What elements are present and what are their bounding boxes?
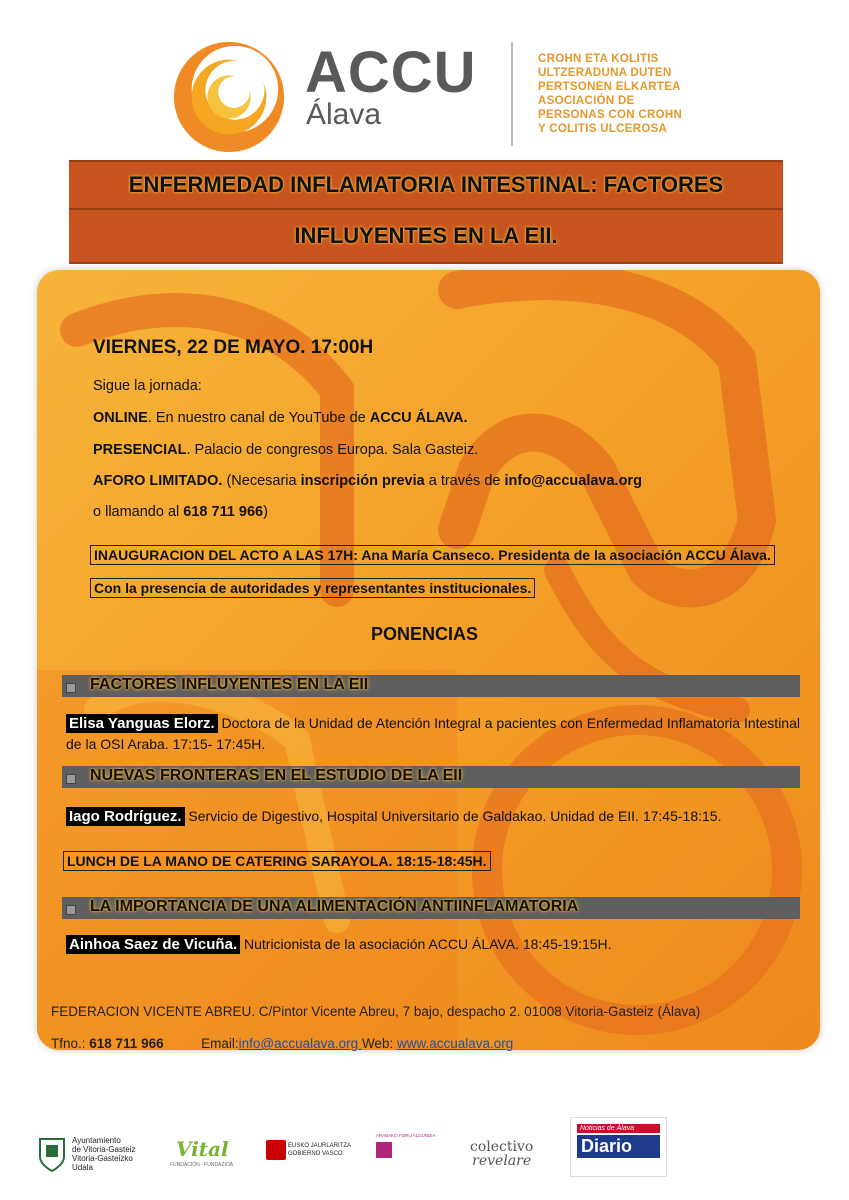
- speaker-name: Iago Rodríguez.: [66, 807, 185, 826]
- title-banner-2: [69, 208, 783, 264]
- vitoria-coat-of-arms-icon: [37, 1133, 67, 1173]
- bullet-square-icon: [66, 774, 76, 784]
- title-banner-1: [69, 160, 783, 210]
- page-title-line-1: ENFERMEDAD INFLAMATORIA INTESTINAL: FACTORES: [128, 172, 724, 197]
- ponencias-heading: PONENCIAS: [370, 624, 478, 644]
- diario-noticias-logo: Noticias de Álava Diario: [570, 1117, 667, 1177]
- gobierno-vasco-text: EUSKO JAURLARITZA GOBIERNO VASCO: [288, 1143, 352, 1157]
- aforo-line: AFORO LIMITADO. (Necesaria inscripción previa a través de info@accualava.org: [93, 473, 642, 489]
- footer-web-link[interactable]: www.accualava.org: [396, 1036, 514, 1051]
- ayuntamiento-logo-text: Ayuntamiento de Vitoria-Gasteiz Vitoria-Gasteizko Udala: [72, 1136, 136, 1172]
- inauguration-note: INAUGURACION DEL ACTO A LAS 17H: Ana María Canseco. Presidenta de la asociación ACCU Álava.: [90, 545, 775, 565]
- logo-title: ACCU: [305, 40, 477, 105]
- online-line: ONLINE. En nuestro canal de YouTube de ACCU ÁLAVA.: [93, 410, 468, 426]
- org-name: CROHN ETA KOLITIS ULTZERADUNA DUTEN PERTSONEN ELKARTEA ASOCIACIÓN DE PERSONAS CON CROHN Y COLITIS ULCEROSA: [538, 53, 683, 135]
- bullet-square-icon: [66, 683, 76, 693]
- gobierno-vasco-icon: [266, 1140, 286, 1160]
- page-title-line-2: INFLUYENTES EN LA EII.: [294, 223, 558, 248]
- follow-text: Sigue la jornada:: [93, 378, 202, 394]
- event-date: VIERNES, 22 DE MAYO. 17:00H: [93, 337, 374, 358]
- speaker-3: Ainhoa Saez de Vicuña. Nutricionista de la asociación ACCU ÁLAVA. 18:45-19:15H.: [66, 934, 800, 955]
- accu-logo-icon: [170, 38, 288, 156]
- contact-email[interactable]: info@accualava.org: [504, 473, 642, 489]
- footer-address: FEDERACION VICENTE ABREU. C/Pintor Vicente Abreu, 7 bajo, despacho 2. 01008 Vitoria-Gasteiz (Álava): [51, 1004, 701, 1019]
- colectivo-revelare-logo: colectivo revelare: [470, 1139, 534, 1169]
- phone-line: o llamando al 618 711 966): [93, 504, 268, 520]
- speaker-name: Ainhoa Saez de Vicuña.: [66, 935, 240, 954]
- logo-subtitle: Álava: [306, 98, 382, 131]
- authorities-note: Con la presencia de autoridades y representantes institucionales.: [90, 578, 535, 598]
- speaker-2: Iago Rodríguez. Servicio de Digestivo, Hospital Universitario de Galdakao. Unidad de EII. 17:45-18:15.: [66, 806, 800, 827]
- footer-email-link[interactable]: info@accualava.org: [238, 1036, 362, 1051]
- speaker-name: Elisa Yanguas Elorz.: [66, 714, 218, 733]
- section-header-3: LA IMPORTANCIA DE UNA ALIMENTACIÓN ANTIINFLAMATORIA: [62, 897, 800, 919]
- presencial-line: PRESENCIAL. Palacio de congresos Europa. Sala Gasteiz.: [93, 442, 479, 458]
- diputacion-icon: [376, 1142, 392, 1158]
- vital-logo: Vital: [176, 1137, 229, 1161]
- section-header-2: NUEVAS FRONTERAS EN EL ESTUDIO DE LA EII: [62, 766, 800, 788]
- header-divider: [511, 42, 513, 146]
- section-header-1: FACTORES INFLUYENTES EN LA EII: [62, 675, 800, 697]
- speaker-1: Elisa Yanguas Elorz. Doctora de la Unidad de Atención Integral a pacientes con Enfermedad Inflamatoria Intestinal de la OSI Araba. 17:15- 17:45H.: [66, 715, 800, 752]
- diputacion-logo: ARABAKO FORU ALDUNDIA: [376, 1133, 458, 1169]
- vital-logo-sub: FUNDACIÓN · FUNDAZIOA: [170, 1162, 234, 1168]
- lunch-note: LUNCH DE LA MANO DE CATERING SARAYOLA. 18:15-18:45H.: [63, 851, 491, 871]
- footer-contact: Tfno.: 618 711 966 Email:info@accualava.org Web: www.accualava.org: [51, 1036, 514, 1051]
- bullet-square-icon: [66, 905, 76, 915]
